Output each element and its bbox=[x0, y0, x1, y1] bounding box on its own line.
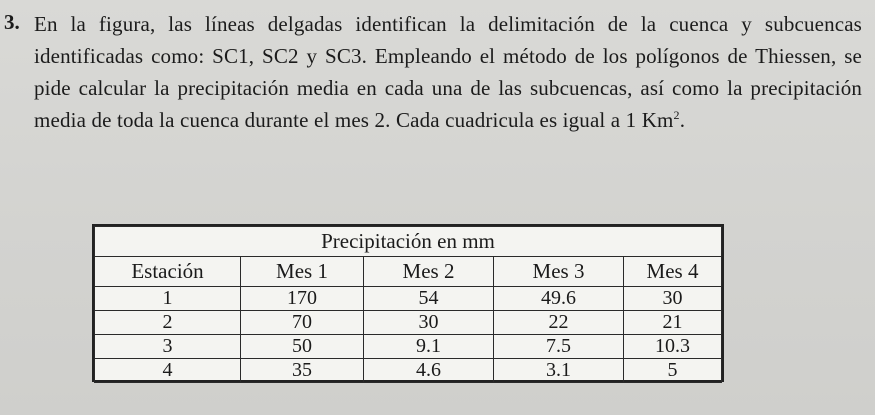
problem-text bbox=[34, 8, 862, 136]
table-row bbox=[95, 287, 722, 311]
problem-text-end: . bbox=[679, 108, 686, 132]
month-1-cell: 70 bbox=[241, 311, 364, 335]
month-1-cell: 50 bbox=[241, 335, 364, 359]
station-cell: 4 bbox=[95, 359, 241, 383]
station-cell: 1 bbox=[95, 287, 241, 311]
column-header-station: Estación bbox=[95, 257, 241, 287]
month-4-cell: 5 bbox=[624, 359, 722, 383]
month-1-cell: 170 bbox=[241, 287, 364, 311]
month-2-cell: 4.6 bbox=[364, 359, 494, 383]
month-4-cell: 30 bbox=[624, 287, 722, 311]
precipitation-table bbox=[92, 224, 724, 382]
month-3-cell: 49.6 bbox=[494, 287, 624, 311]
column-header-month-3: Mes 3 bbox=[494, 257, 624, 287]
column-header-month-4: Mes 4 bbox=[624, 257, 722, 287]
table-row bbox=[95, 335, 722, 359]
precipitation-table-grid bbox=[94, 226, 722, 383]
month-4-cell: 21 bbox=[624, 311, 722, 335]
station-cell: 3 bbox=[95, 335, 241, 359]
month-3-cell: 3.1 bbox=[494, 359, 624, 383]
area-unit-superscript: 2 bbox=[673, 108, 680, 122]
month-3-cell: 7.5 bbox=[494, 335, 624, 359]
table-header-row bbox=[95, 257, 722, 287]
column-header-month-2: Mes 2 bbox=[364, 257, 494, 287]
month-3-cell: 22 bbox=[494, 311, 624, 335]
problem-text-body: En la figura, las líneas delgadas identifican la delimitación de la cuenca y subcuencas identificadas como: SC1, SC2 y SC3. Empleando el método de los polígonos de Thiessen, se pide calcular la precipitación media en cada una de las subcuencas, así como la precipitación media de toda la cuenca durante el mes 2. Cada cuadricula es igual a 1 Km bbox=[34, 12, 862, 132]
column-header-month-1: Mes 1 bbox=[241, 257, 364, 287]
month-2-cell: 30 bbox=[364, 311, 494, 335]
table-row bbox=[95, 359, 722, 383]
station-cell: 2 bbox=[95, 311, 241, 335]
month-1-cell: 35 bbox=[241, 359, 364, 383]
table-title: Precipitación en mm bbox=[95, 227, 722, 257]
month-4-cell: 10.3 bbox=[624, 335, 722, 359]
month-2-cell: 9.1 bbox=[364, 335, 494, 359]
problem-number: 3. bbox=[4, 10, 20, 34]
month-2-cell: 54 bbox=[364, 287, 494, 311]
table-title-row bbox=[95, 227, 722, 257]
table-row bbox=[95, 311, 722, 335]
